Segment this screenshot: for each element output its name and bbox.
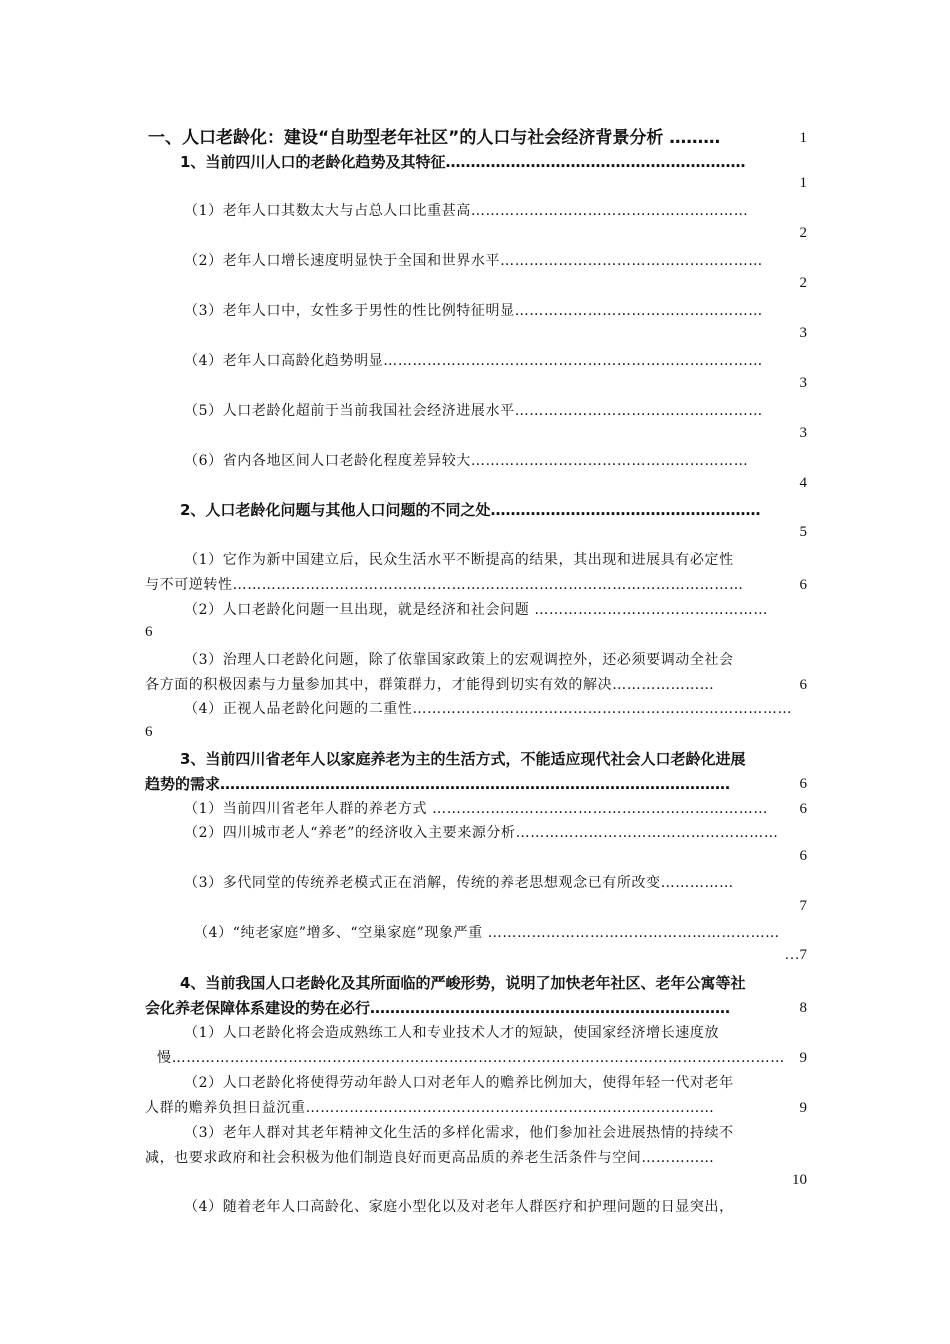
toc-text: 各方面的积极因素与力量参加其中，群策群力，才能得到切实有效的解决………………… <box>145 677 715 693</box>
toc-page-number: 9 <box>799 1100 807 1116</box>
toc-item[interactable] <box>184 871 807 895</box>
toc-page-number: 6 <box>799 776 807 792</box>
toc-section-continuation[interactable] <box>145 996 795 1020</box>
toc-text: 趋势的需求………………………………………………………………………………………… <box>145 775 731 793</box>
toc-section-continuation[interactable] <box>145 772 795 796</box>
toc-page-number: 5 <box>799 524 807 540</box>
toc-page-number: 7 <box>799 898 807 914</box>
toc-text: 3、当前四川省老年人以家庭养老为主的生活方式，不能适应现代社会人口老龄化进展 <box>180 750 746 768</box>
toc-item[interactable] <box>184 399 807 423</box>
toc-text: （3）老年人群对其老年精神文化生活的多样化需求，他们参加社会进展热情的持续不 <box>184 1125 734 1141</box>
toc-item-continuation[interactable] <box>145 673 795 697</box>
toc-item[interactable] <box>184 1071 807 1095</box>
toc-text: 2、人口老龄化问题与其他人口问题的不同之处……………………………………………… <box>180 501 761 519</box>
toc-text: （1）老年人口其数太大与占总人口比重甚高………………………………………………… <box>184 203 749 219</box>
toc-item[interactable] <box>184 449 807 473</box>
toc-page-number: 2 <box>799 225 807 241</box>
toc-page-number: 6 <box>799 848 807 864</box>
toc-text: 人群的赡养负担日益沉重………………………………………………………………………… <box>145 1100 715 1116</box>
toc-page-number: 6 <box>799 677 807 693</box>
toc-item[interactable] <box>184 199 807 223</box>
toc-text: （2）人口老龄化将使得劳动年龄人口对老年人的赡养比例加大，使得年轻一代对老年 <box>184 1075 734 1091</box>
toc-page-number: 9 <box>799 1050 807 1066</box>
toc-text: 减，也要求政府和社会积极为他们制造良好而更高品质的养老生活条件与空间…………… <box>145 1150 715 1166</box>
toc-text: （1）当前四川省老年人群的养老方式 …………………………………………………………… <box>184 801 768 817</box>
toc-page-number: 3 <box>799 375 807 391</box>
toc-item-continuation[interactable] <box>157 1046 795 1070</box>
toc-item[interactable] <box>184 1121 807 1145</box>
toc-text: 慢……………………………………………………………………………………………………………… <box>157 1050 785 1066</box>
toc-item[interactable] <box>184 1195 807 1219</box>
toc-item-continuation[interactable] <box>145 1146 807 1170</box>
toc-item[interactable] <box>184 697 807 721</box>
toc-text: （4）正视人品老龄化问题的二重性…………………………………………………………………… <box>184 701 793 717</box>
toc-text: （4）老年人口高龄化趋势明显…………………………………………………………………… <box>184 353 763 369</box>
toc-item[interactable] <box>184 349 807 373</box>
toc-page-number: 2 <box>799 275 807 291</box>
toc-item-continuation[interactable] <box>145 1096 795 1120</box>
toc-text: （2）老年人口增长速度明显快于全国和世界水平……………………………………………… <box>184 253 763 269</box>
toc-page-number: 10 <box>792 1172 807 1188</box>
toc-text: 1、当前四川人口的老龄化趋势及其特征…………………………………………………… <box>180 153 746 171</box>
toc-text: （3）多代同堂的传统养老模式正在消解，传统的养老思想观念已有所改变…………… <box>184 875 734 891</box>
toc-item[interactable] <box>184 548 807 572</box>
toc-page-number: 6 <box>799 801 807 817</box>
toc-text: 4、当前我国人口老龄化及其所面临的严峻形势，说明了加快老年社区、老年公寓等社 <box>180 974 746 992</box>
toc-item[interactable] <box>184 598 807 622</box>
toc-page-number: 4 <box>799 475 807 491</box>
toc-page-number: 3 <box>799 325 807 341</box>
toc-section-4[interactable] <box>180 971 807 995</box>
toc-item[interactable] <box>184 299 807 323</box>
toc-text: （1）人口老龄化将会造成熟练工人和专业技术人才的短缺，使国家经济增长速度放 <box>184 1025 720 1041</box>
toc-text: （2）人口老龄化问题一旦出现，就是经济和社会问题 ………………………………………… <box>184 602 768 618</box>
toc-page-number: 6 <box>799 577 807 593</box>
toc-text: 会化养老保障体系建设的势在必行……………………………………………………………… <box>145 999 731 1017</box>
toc-text: （4）“纯老家庭”增多、“空巢家庭”现象严重 …………………………………………………… <box>194 925 780 941</box>
toc-page-number: 6 <box>145 624 153 640</box>
toc-text: （3）治理人口老龄化问题，除了依靠国家政策上的宏观调控外，还必须要调动全社会 <box>184 652 734 668</box>
toc-page-number: …7 <box>784 947 807 963</box>
toc-item[interactable] <box>184 821 807 845</box>
toc-item-continuation[interactable] <box>145 573 795 597</box>
toc-heading-1[interactable] <box>148 126 810 150</box>
toc-page-number: 6 <box>145 724 153 740</box>
toc-section-1[interactable] <box>180 150 807 174</box>
toc-text: （5）人口老龄化超前于当前我国社会经济进展水平…………………………………………… <box>184 403 763 419</box>
toc-section-2[interactable] <box>180 498 807 522</box>
toc-text: （2）四川城市老人“养老”的经济收入主要来源分析……………………………………………… <box>184 825 779 841</box>
toc-text: （1）它作为新中国建立后，民众生活水平不断提高的结果，其出现和进展具有必定性 <box>184 552 734 568</box>
toc-text: 一、人口老龄化：建设“自助型老年社区”的人口与社会经济背景分析 ……… <box>148 128 721 148</box>
toc-section-3[interactable] <box>180 747 807 771</box>
toc-item[interactable] <box>184 797 794 821</box>
toc-text: （4）随着老年人口高龄化、家庭小型化以及对老年人群医疗和护理问题的日显突出， <box>184 1199 734 1215</box>
toc-text: （3）老年人口中，女性多于男性的性比例特征明显…………………………………………… <box>184 303 763 319</box>
toc-item[interactable] <box>184 648 807 672</box>
toc-page-number: 1 <box>799 175 807 191</box>
toc-text: 与不可逆转性…………………………………………………………………………………………… <box>145 577 744 593</box>
toc-text: （6）省内各地区间人口老龄化程度差异较大………………………………………………… <box>184 453 749 469</box>
toc-page-number: 8 <box>799 1000 807 1016</box>
toc-item[interactable] <box>184 249 807 273</box>
toc-item[interactable] <box>194 921 807 945</box>
toc-item[interactable] <box>184 1021 807 1045</box>
toc-page-number: 1 <box>799 130 807 146</box>
toc-page-number: 3 <box>799 425 807 441</box>
